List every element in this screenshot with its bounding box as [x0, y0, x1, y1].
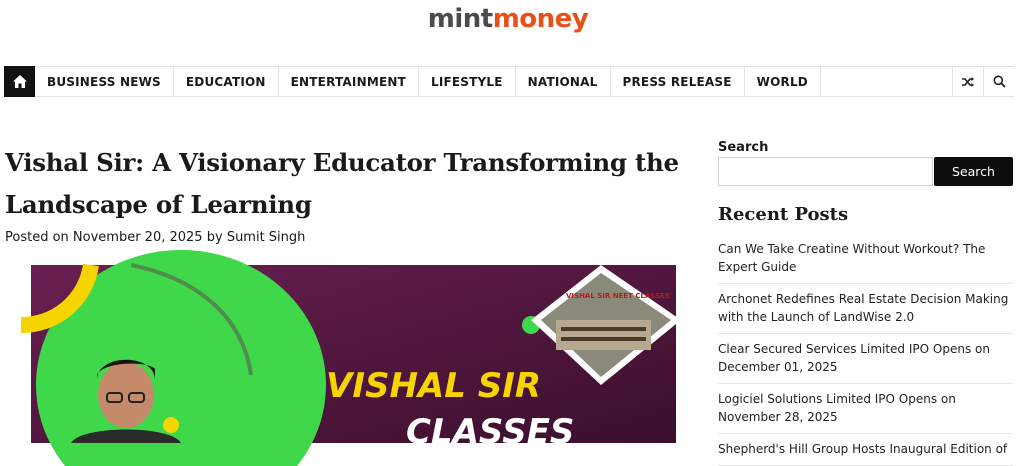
- sidebar-search-button[interactable]: Search: [934, 157, 1013, 186]
- logo-text-money: money: [492, 4, 589, 34]
- recent-post-link[interactable]: Can We Take Creatine Without Workout? The Expert Guide: [718, 234, 1013, 284]
- recent-posts-list: [718, 234, 1013, 466]
- recent-posts-heading: Recent Posts: [718, 204, 849, 225]
- recent-post-link[interactable]: Archonet Redefines Real Estate Decision Making with the Launch of LandWise 2.0: [718, 284, 1013, 334]
- hero-badge-text: VISHAL SIR NEET CLASSES: [566, 292, 670, 300]
- search-toggle-button[interactable]: [983, 67, 1014, 96]
- nav-item-lifestyle[interactable]: LIFESTYLE: [419, 67, 516, 96]
- hero-headline-1: VISHAL SIR: [326, 366, 542, 406]
- recent-post-link[interactable]: Clear Secured Services Limited IPO Opens on December 01, 2025: [718, 334, 1013, 384]
- sidebar-search-label: Search: [718, 140, 769, 155]
- nav-item-world[interactable]: WORLD: [745, 67, 821, 96]
- main-navigation: [4, 66, 1014, 97]
- home-icon: [12, 74, 28, 89]
- nav-item-business-news[interactable]: BUSINESS NEWS: [35, 67, 174, 96]
- shuffle-icon: [961, 76, 975, 88]
- article-title: Vishal Sir: A Visionary Educator Transforming the Landscape of Learning: [5, 148, 679, 219]
- nav-item-entertainment[interactable]: ENTERTAINMENT: [279, 67, 419, 96]
- by-label: by: [206, 230, 223, 245]
- nav-item-press-release[interactable]: PRESS RELEASE: [611, 67, 745, 96]
- random-post-button[interactable]: [952, 67, 983, 96]
- article-date[interactable]: November 20, 2025: [72, 230, 203, 245]
- site-logo[interactable]: [0, 4, 1024, 40]
- article-hero-image: [31, 265, 676, 452]
- posted-prefix: Posted on: [5, 230, 69, 245]
- nav-spacer: [821, 67, 952, 96]
- recent-post-link[interactable]: Logiciel Solutions Limited IPO Opens on November 28, 2025: [718, 384, 1013, 434]
- sidebar-search-input[interactable]: [718, 157, 933, 186]
- recent-post-link[interactable]: Shepherd's Hill Group Hosts Inaugural Edition of: [718, 434, 1013, 466]
- hero-headline-2: CLASSES: [406, 412, 575, 452]
- article-author[interactable]: Sumit Singh: [226, 230, 306, 245]
- search-icon: [993, 75, 1006, 88]
- logo-text-mint: mint: [427, 4, 493, 34]
- nav-item-education[interactable]: EDUCATION: [174, 67, 279, 96]
- article-meta: [5, 230, 305, 245]
- home-button[interactable]: [4, 66, 35, 97]
- nav-item-national[interactable]: NATIONAL: [516, 67, 611, 96]
- hero-graphic: [31, 265, 676, 452]
